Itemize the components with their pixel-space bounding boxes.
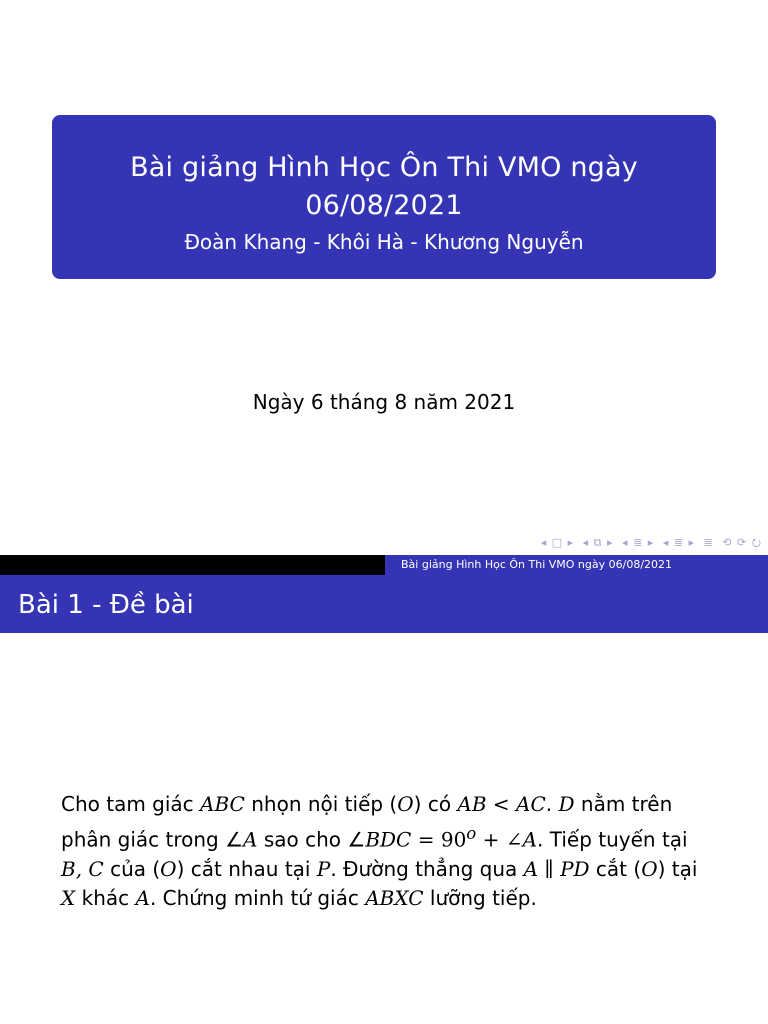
- math-symbol: ∥: [538, 856, 561, 881]
- math: AC: [516, 792, 546, 816]
- nav-toc-icon[interactable]: ≣: [703, 536, 714, 549]
- math: AB: [457, 792, 487, 816]
- problem-text: lưỡng tiếp.: [423, 885, 537, 910]
- problem-statement: [61, 790, 711, 913]
- problem-text: ) tại: [657, 856, 698, 881]
- problem-text: sao cho ∠: [257, 827, 366, 852]
- nav-subsection-icon[interactable]: ◂ ⧉ ▸: [582, 536, 614, 549]
- math: X: [61, 885, 76, 910]
- header-title: Bài giảng Hình Học Ôn Thi VMO ngày 06/08/2021: [385, 555, 768, 575]
- math: A: [522, 827, 538, 852]
- title-line-2: 06/08/2021: [305, 190, 463, 221]
- math: P: [316, 856, 331, 881]
- math: ABXC: [365, 885, 424, 910]
- math: O: [160, 856, 177, 881]
- title-line-1: Bài giảng Hình Học Ôn Thi VMO ngày: [130, 152, 638, 183]
- problem-text: . Chứng minh tứ giác: [149, 885, 366, 910]
- problem-text: ) cắt nhau tại: [176, 856, 317, 881]
- problem-text: .: [545, 792, 559, 816]
- problem-text: của (: [103, 856, 161, 881]
- problem-text: Cho tam giác: [61, 792, 201, 816]
- math: ABC: [200, 792, 245, 816]
- math: PD: [560, 856, 590, 881]
- problem-text: cắt (: [589, 856, 642, 881]
- math: o: [466, 824, 477, 843]
- nav-section-icon[interactable]: ◂ ≣ ▸: [622, 536, 655, 549]
- problem-text: khác: [75, 885, 136, 910]
- math: BDC: [365, 827, 412, 852]
- date: Ngày 6 tháng 8 năm 2021: [252, 390, 516, 414]
- math: B, C: [61, 856, 104, 881]
- math-symbol: = 90: [411, 827, 467, 852]
- authors: Đoàn Khang - Khôi Hà - Khương Nguyễn: [184, 230, 584, 254]
- math-symbol: <: [486, 792, 517, 816]
- frame-title: Bài 1 - Đề bài: [0, 575, 768, 633]
- nav-search-icon[interactable]: ⟲ ⟳ ⭮: [722, 536, 762, 549]
- beamer-navigation-bar[interactable]: [537, 534, 762, 553]
- nav-frame-icon[interactable]: ◂ □ ▸: [540, 536, 575, 549]
- math: A: [243, 827, 258, 852]
- math: A: [523, 856, 539, 881]
- problem-text: . Đường thẳng qua: [330, 856, 524, 881]
- math: O: [397, 792, 414, 816]
- nav-document-icon[interactable]: ◂ ≣ ▸: [662, 536, 696, 549]
- title-block: [52, 115, 716, 279]
- problem-text: . Tiếp tuyến tại: [537, 827, 688, 852]
- problem-text: nhọn nội tiếp (: [244, 792, 398, 816]
- math: A: [135, 885, 150, 910]
- math: D: [558, 792, 575, 816]
- problem-text: ) có: [413, 792, 458, 816]
- problem-slide: [0, 555, 768, 1024]
- math: O: [641, 856, 658, 881]
- math-symbol: + ∠: [476, 827, 523, 852]
- problem-text: nằm trên phân giác trong ∠: [61, 792, 673, 852]
